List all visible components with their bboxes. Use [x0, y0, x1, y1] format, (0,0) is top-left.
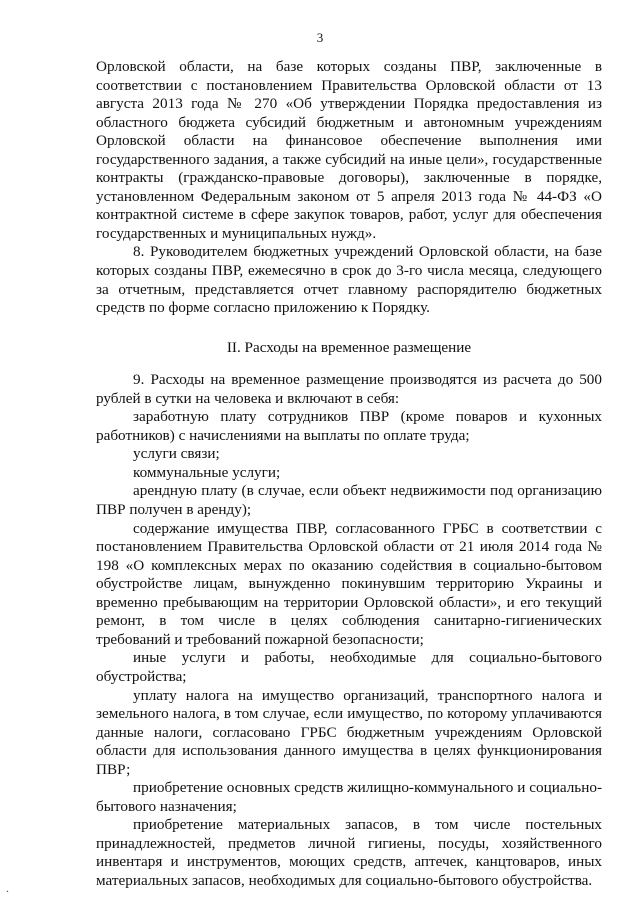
paragraph-p-rent: арендную плату (в случае, если объект недвижимости под организацию ПВР получен в аренду);	[96, 482, 602, 519]
top-paragraphs	[96, 58, 602, 318]
paragraph-p-fixed: приобретение основных средств жилищно-коммунального и социально-бытового назначения;	[96, 779, 602, 815]
paragraph-p-cont: Орловской области, на базе которых созданы ПВР, заключенные в соответствии с постановлением Правительства Орловской области от 13 августа 2013 года № 270 «Об утверждении Порядка предоставления из областного бюджета субсидий бюджетным и автономным учреждениям Орловской области на финансовое обеспечение выполнения ими государственного задания, а также субсидий на иные цели», государственные контракты (гражданско-правовые договоры), заключенные в порядке, установленном Федеральным законом от 5 апреля 2013 года № 44-ФЗ «О контрактной системе в сфере закупок товаров, работ, услуг для обеспечения государственных и муниципальных нужд».	[96, 58, 602, 242]
section-title: II. Расходы на временное размещение	[226, 338, 472, 356]
paragraph-p-comm: услуги связи;	[133, 445, 220, 463]
paragraph-p-9: 9. Расходы на временное размещение производятся из расчета до 500 рублей в сутки на человека и включают в себя:	[96, 371, 602, 407]
paragraph-p-8: 8. Руководителем бюджетных учреждений Орловской области, на базе которых созданы ПВР, ежемесячно в срок до 3-го числа месяца, следующего за отчетным, представляется отчет главному распорядителю бюджетных средств по форме согласно приложению к Порядку.	[96, 243, 602, 317]
paragraph-p-material: приобретение материальных запасов, в том числе постельных принадлежностей, предметов личной гигиены, посуды, хозяйственного инвентаря и инструментов, моющих средств, аптечек, канцтоваров, иных материальных запасов, необходимых для социально-бытового обустройства.	[96, 816, 602, 889]
bottom-paragraphs	[96, 371, 602, 890]
document-body	[96, 58, 602, 891]
page-number: 3	[316, 30, 324, 45]
margin-mark: .	[6, 881, 9, 895]
paragraph-p-other: иные услуги и работы, необходимые для социально-бытового обустройства;	[96, 649, 602, 685]
paragraph-p-tax: уплату налога на имущество организаций, транспортного налога и земельного налога, в том случае, если имущество, по которому уплачиваются данные налоги, согласовано ГРБС бюджетным учреждениям Орловской области для использования данного имущества в целях функционирования ПВР;	[96, 686, 602, 778]
paragraph-p-maint: содержание имущества ПВР, согласованного ГРБС в соответствии с постановлением Правительства Орловской области от 21 июля 2014 года № 198 «О комплексных мерах по оказанию содействия в социально-бытовом обустройстве лицам, вынужденно покинувшим территорию Украины и временно пребывающим на территории Орловской области», и его текущий ремонт, в том числе в целях соблюдения санитарно-гигиенических требований и требований пожарной безопасности;	[96, 519, 602, 648]
paragraph-p-utility: коммунальные услуги;	[133, 463, 281, 481]
paragraph-p-salary: заработную плату сотрудников ПВР (кроме поваров и кухонных работников) с начислениями на выплаты по оплате труда;	[96, 408, 602, 444]
